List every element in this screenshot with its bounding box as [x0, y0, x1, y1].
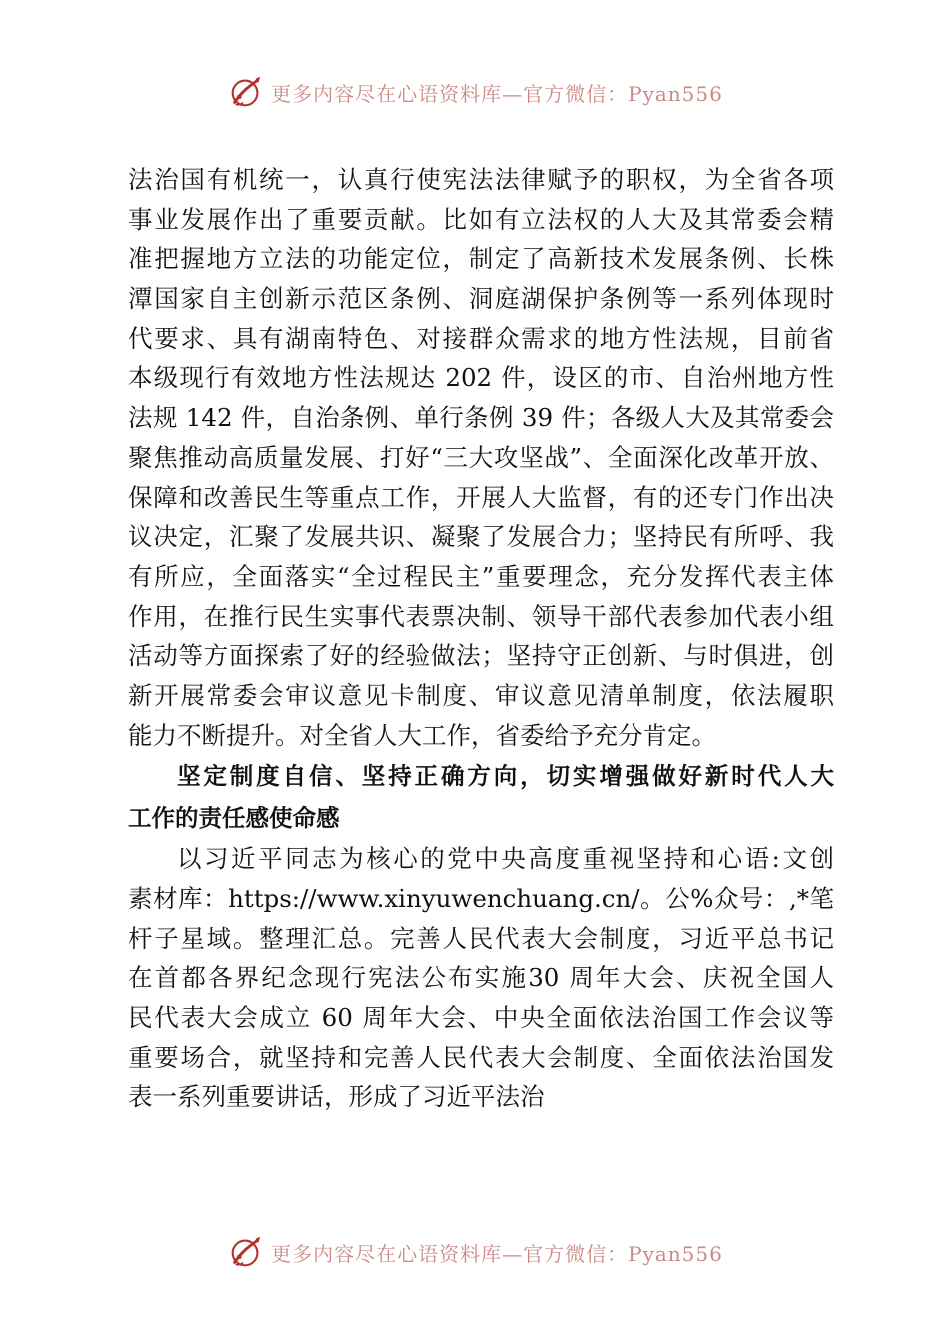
text-line: 有所应，全面落实“全过程民主”重要理念，充分发挥代表主体: [128, 561, 834, 591]
paragraph-2: [128, 839, 834, 1117]
text-line: 能力不断提升。对全省人大工作，省委给予充分肯定。: [128, 720, 716, 750]
header-banner-text: 更多内容尽在心语资料库—官方微信：Pyan556: [271, 81, 723, 106]
text-line: 素材库：https://www.xinyuwenchuang.cn/。公%众号：,*笔: [128, 884, 834, 913]
text-line: 重要场合，就坚持和完善人民代表大会制度、全面依法治国发: [128, 1042, 834, 1072]
footer-banner: [0, 1230, 950, 1274]
text-line: 以习近平同志为核心的党中央高度重视坚持和心语:文创: [177, 844, 834, 874]
text-line: 代要求、具有湖南特色、对接群众需求的地方性法规，目前省: [128, 323, 834, 353]
text-line: 潭国家自主创新示范区条例、洞庭湖保护条例等一系列体现时: [128, 284, 834, 314]
text-line: 活动等方面探索了好的经验做法；坚持守正创新、与时俱进，创: [128, 641, 834, 671]
text-line: 事业发展作出了重要贡献。比如有立法权的人大及其常委会精: [128, 204, 834, 234]
text-line: 本级现行有效地方性法规达 202 件，设区的市、自治州地方性: [128, 363, 834, 393]
text-line: 作用，在推行民生实事代表票决制、领导干部代表参加代表小组: [128, 601, 834, 631]
text-line: 法治国有机统一，认真行使宪法法律赋予的职权，为全省各项: [128, 165, 834, 194]
ink-pen-logo-icon: [227, 73, 265, 111]
text-line: 准把握地方立法的功能定位，制定了高新技术发展条例、长株: [128, 244, 834, 274]
footer-banner-text: 更多内容尽在心语资料库—官方微信：Pyan556: [271, 1241, 723, 1266]
paragraph-1: [128, 160, 834, 755]
text-line: 议决定，汇聚了发展共识、凝聚了发展合力；坚持民有所呼、我: [128, 522, 834, 552]
document-body: [128, 160, 834, 1117]
text-line: 杆子星域。整理汇总。完善人民代表大会制度，习近平总书记: [128, 923, 834, 953]
text-line: 表一系列重要讲话，形成了习近平法治: [128, 1082, 545, 1112]
text-line: 聚焦推动高质量发展、打好“三大攻坚战”、全面深化改革开放、: [128, 442, 834, 472]
heading-line: 坚定制度自信、坚持正确方向，切实增强做好新时代人大: [177, 762, 834, 791]
text-line: 法规 142 件，自治条例、单行条例 39 件；各级人大及其常委会: [128, 403, 834, 433]
ink-pen-logo-icon: [227, 1233, 265, 1271]
text-line: 民代表大会成立 60 周年大会、中央全面依法治国工作会议等: [128, 1003, 834, 1033]
heading-line: 工作的责任感使命感: [128, 804, 340, 833]
section-heading: [128, 755, 834, 839]
header-banner: [0, 70, 950, 114]
text-line: 保障和改善民生等重点工作，开展人大监督，有的还专门作出决: [128, 482, 834, 512]
text-line: 新开展常委会审议意见卡制度、审议意见清单制度，依法履职: [128, 680, 834, 710]
text-line: 在首都各界纪念现行宪法公布实施30 周年大会、庆祝全国人: [128, 963, 834, 993]
